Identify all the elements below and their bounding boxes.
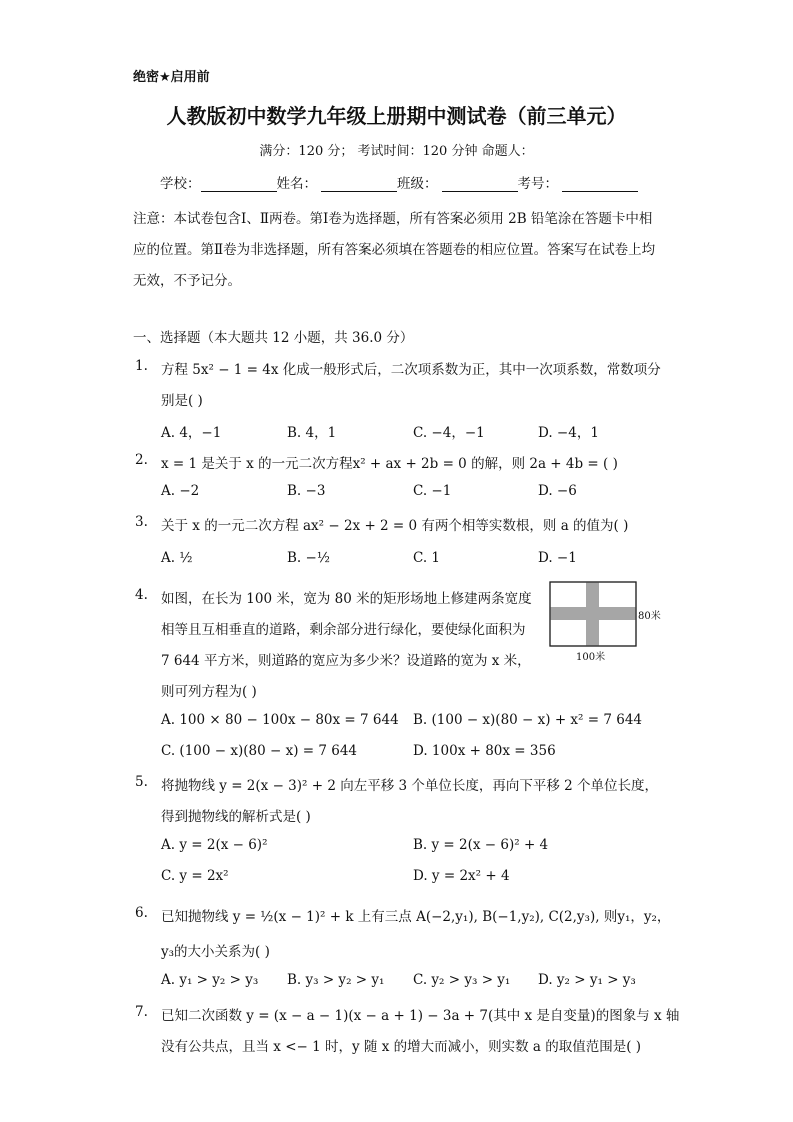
question-number: 3. — [135, 514, 148, 530]
question-number: 6. — [135, 905, 148, 921]
option-a: A. ½ — [161, 550, 193, 566]
option-b: B. y₃ > y₂ > y₁ — [287, 972, 385, 988]
option-c: C. y₂ > y₃ > y₁ — [413, 972, 511, 988]
road-diagram — [548, 580, 673, 669]
option-c: C. (100 − x)(80 − x) = 7 644 — [161, 743, 358, 759]
question-text: 如图，在长为 100 米，宽为 80 米的矩形场地上修建两条宽度 — [161, 591, 532, 607]
question-text: 方程 5x² − 1 = 4x 化成一般形式后，二次项系数为正，其中一次项系数，常数项分 — [161, 362, 661, 378]
option-b: B. −3 — [287, 483, 326, 499]
option-b: B. 4，1 — [287, 425, 337, 441]
exam-no-blank — [562, 177, 638, 192]
question-number: 7. — [135, 1004, 148, 1020]
question-text: 相等且互相垂直的道路，剩余部分进行绿化，要使绿化面积为 — [161, 622, 526, 638]
option-d: D. y₂ > y₁ > y₃ — [538, 972, 636, 988]
question-number: 1. — [135, 358, 148, 374]
name-blank — [321, 177, 397, 192]
question-text: 已知二次函数 y = (x − a − 1)(x − a + 1) − 3a + 7(其中 x 是自变量)的图象与 x 轴 — [161, 1008, 680, 1024]
option-c: C. y = 2x² — [161, 868, 229, 884]
question-text: 别是( ) — [161, 393, 203, 409]
question-number: 2. — [135, 452, 148, 468]
exam-notice: 注意：本试卷包含Ⅰ、Ⅱ两卷。第Ⅰ卷为选择题，所有答案必须用 2B 铅笔涂在答题卡中相应的位置。第Ⅱ卷为非选择题，所有答案必须填在答题卷的相应位置。答案写在试卷上均无效，不予记分。 — [133, 211, 656, 289]
school-label: 学校： — [160, 176, 201, 192]
page-title: 人教版初中数学九年级上册期中测试卷（前三单元） — [166, 104, 627, 128]
question-text: 关于 x 的一元二次方程 ax² − 2x + 2 = 0 有两个相等实数根，则 a 的值为( ) — [161, 518, 629, 534]
name-label: 姓名： — [276, 176, 317, 192]
student-fields — [160, 172, 638, 192]
question-text: x = 1 是关于 x 的一元二次方程x² + ax + 2b = 0 的解，则 2a + 4b = ( ) — [161, 456, 618, 472]
option-c: C. −4，−1 — [413, 425, 485, 441]
option-d: D. −6 — [538, 483, 577, 499]
road-diagram-svg — [548, 580, 673, 665]
question-number: 4. — [135, 587, 148, 603]
class-label: 班级： — [397, 176, 438, 192]
option-a: A. y = 2(x − 6)² — [161, 837, 268, 853]
question-text: 没有公共点，且当 x <− 1 时，y 随 x 的增大而减小，则实数 a 的取值范围是( ) — [161, 1039, 642, 1055]
length-label: 100米 — [576, 652, 606, 663]
option-c: C. 1 — [413, 550, 441, 566]
option-a: A. 4，−1 — [161, 425, 222, 441]
option-a: A. y₁ > y₂ > y₃ — [161, 972, 259, 988]
question-text: 将抛物线 y = 2(x − 3)² + 2 向左平移 3 个单位长度，再向下平移 2 个单位长度， — [161, 778, 659, 794]
width-label: 80米 — [638, 611, 661, 622]
exam-meta: 满分：120 分； 考试时间：120 分钟 命题人： — [259, 144, 534, 159]
option-d: D. 100x + 80x = 356 — [413, 743, 556, 759]
class-blank — [442, 177, 518, 192]
horizontal-road — [550, 607, 636, 620]
exam-no-label: 考号： — [517, 176, 558, 192]
question-text: 得到抛物线的解析式是( ) — [161, 809, 311, 825]
option-b: B. −½ — [287, 550, 330, 566]
question-text: 已知抛物线 y = ½(x − 1)² + k 上有三点 A(−2,y₁), B(−1,y₂), C(2,y₃), 则y₁，y₂， — [161, 909, 671, 925]
question-text: y₃的大小关系为( ) — [161, 944, 270, 960]
option-a: A. −2 — [161, 483, 200, 499]
school-blank — [201, 177, 277, 192]
option-d: D. −4，1 — [538, 425, 599, 441]
secret-label: 绝密★启用前 — [133, 70, 210, 85]
option-b: B. (100 − x)(80 − x) + x² = 7 644 — [413, 712, 642, 728]
question-text: 则可列方程为( ) — [161, 684, 257, 700]
option-a: A. 100 × 80 − 100x − 80x = 7 644 — [161, 712, 399, 728]
question-text: 7 644 平方米，则道路的宽应为多少米？设道路的宽为 x 米， — [161, 653, 531, 669]
option-c: C. −1 — [413, 483, 452, 499]
section-heading: 一、选择题（本大题共 12 小题，共 36.0 分） — [133, 330, 414, 346]
question-number: 5. — [135, 774, 148, 790]
option-d: D. y = 2x² + 4 — [413, 868, 510, 884]
option-d: D. −1 — [538, 550, 577, 566]
option-b: B. y = 2(x − 6)² + 4 — [413, 837, 549, 853]
